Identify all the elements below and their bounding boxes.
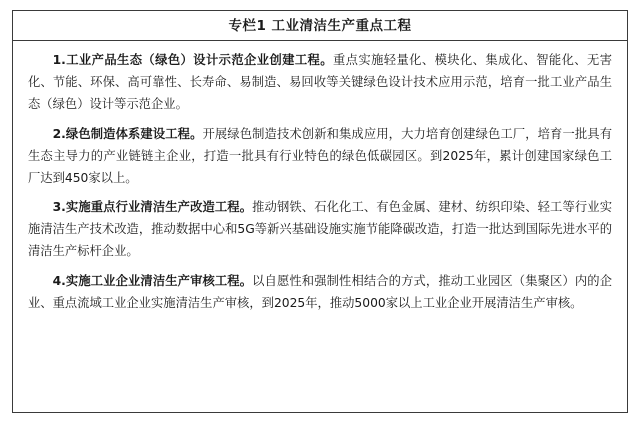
paragraph bbox=[28, 50, 612, 116]
paragraph-lead: 3.实施重点行业清洁生产改造工程。 bbox=[52, 200, 253, 215]
paragraph bbox=[28, 124, 612, 190]
paragraph-text: 开展绿色制造技术创新和集成应用，大力培育创建绿色工厂，培育一批具有生态主导力的产业链链主企业，打造一批具有行业特色的绿色低碳园区。到2025年，累计创建国家绿色工厂达到450家以上。 bbox=[28, 126, 612, 185]
paragraph-text: 重点实施轻量化、模块化、集成化、智能化、无害化、节能、环保、高可靠性、长寿命、易制造、易回收等关键绿色设计技术应用示范，培育一批工业产品生态（绿色）设计等示范企业。 bbox=[28, 53, 612, 111]
paragraph-lead: 1.工业产品生态（绿色）设计示范企业创建工程。 bbox=[52, 53, 333, 68]
box-body bbox=[13, 41, 627, 412]
callout-box bbox=[12, 10, 628, 413]
paragraph-text: 推动钢铁、石化化工、有色金属、建材、纺织印染、轻工等行业实施清洁生产技术改造，推动数据中心和5G等新兴基础设施实施节能降碳改造，打造一批达到国际先进水平的清洁生产标杆企业。 bbox=[28, 200, 612, 259]
paragraph bbox=[28, 271, 612, 315]
paragraph bbox=[28, 197, 612, 263]
box-title: 专栏1 工业清洁生产重点工程 bbox=[13, 11, 627, 41]
paragraph-lead: 4.实施工业企业清洁生产审核工程。 bbox=[52, 274, 253, 289]
paragraph-text: 以自愿性和强制性相结合的方式，推动工业园区（集聚区）内的企业、重点流域工业企业实施清洁生产审核，到2025年，推动5000家以上工业企业开展清洁生产审核。 bbox=[28, 274, 612, 310]
paragraph-lead: 2.绿色制造体系建设工程。 bbox=[52, 126, 203, 141]
